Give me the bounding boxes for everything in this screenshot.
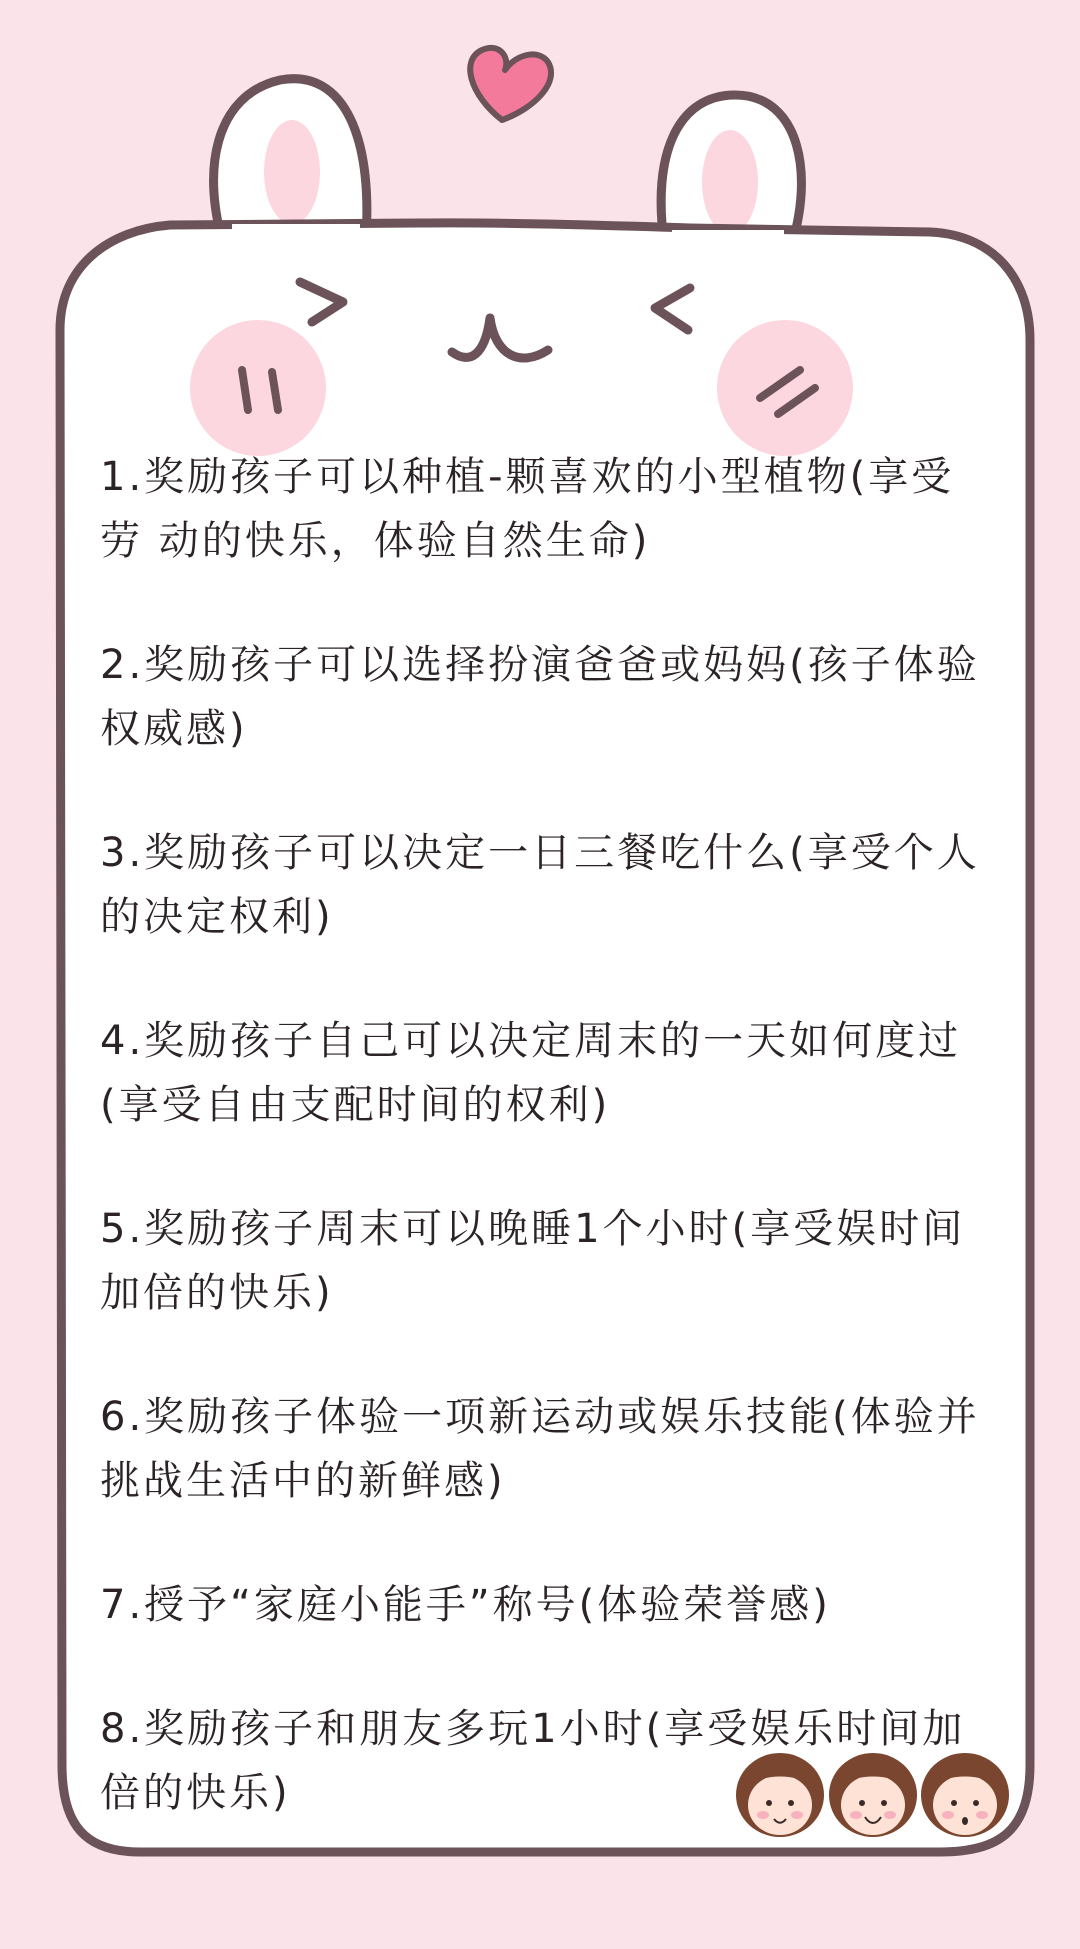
reward-item-8: 8.奖励孩子和朋友多玩1小时(享受娱乐时间加倍的快乐): [100, 1706, 966, 1816]
reward-item-4: 4.奖励孩子自己可以决定周末的一天如何度过(享受自由支配时间的权利): [100, 1018, 962, 1128]
reward-item-3: 3.奖励孩子可以决定一日三餐吃什么(享受个人的决定权利): [100, 830, 980, 940]
reward-item-1: 1.奖励孩子可以种植-颗喜欢的小型植物(享受劳 动的快乐，体验自然生命): [100, 454, 955, 564]
reward-item-7: 7.授予“家庭小能手”称号(体验荣誉感): [100, 1582, 831, 1628]
reward-list: [100, 445, 980, 1825]
reward-item-5: 5.奖励孩子周末可以晚睡1个小时(享受娱时间加倍的快乐): [100, 1206, 966, 1316]
heart-icon: [470, 48, 551, 120]
reward-item-2: 2.奖励孩子可以选择扮演爸爸或妈妈(孩子体验权威感): [100, 642, 980, 752]
reward-item-6: 6.奖励孩子体验一项新运动或娱乐技能(体验并挑战生活中的新鲜感): [100, 1394, 980, 1504]
